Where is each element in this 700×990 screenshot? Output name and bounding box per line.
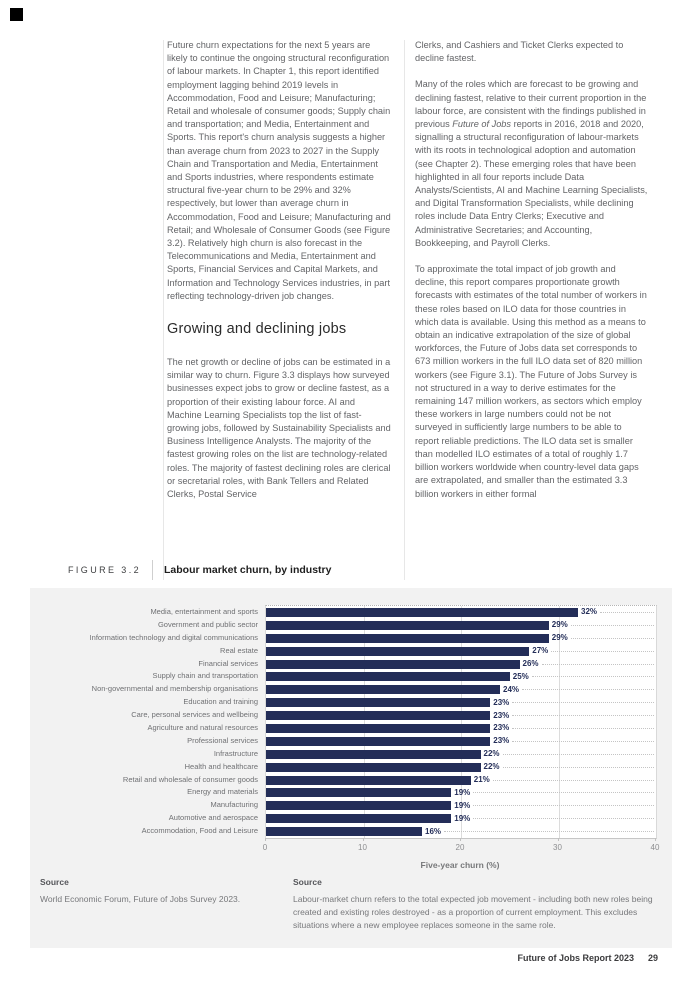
leader-line (473, 818, 654, 819)
chart-bar-row (266, 722, 656, 735)
bar (266, 672, 510, 681)
source-text: World Economic Forum, Future of Jobs Survey 2023. (40, 894, 241, 904)
paragraph: Clerks, and Cashiers and Ticket Clerks expected to decline fastest. (415, 40, 624, 64)
leader-line (512, 715, 654, 716)
bar-value-label: 27% (532, 646, 549, 656)
chart-bar-row (266, 748, 656, 761)
source-heading: Source (40, 877, 69, 887)
chart-category-label: Real estate (220, 645, 258, 655)
bar (266, 750, 481, 759)
leader-line (542, 664, 654, 665)
left-column (167, 39, 391, 501)
column-rule-left (163, 40, 164, 580)
leader-line (571, 625, 654, 626)
leader-line (571, 638, 654, 639)
chart-category-label: Manufacturing (210, 800, 258, 810)
right-column (415, 39, 648, 501)
figure-panel (30, 588, 672, 948)
x-tick-mark (460, 838, 461, 841)
bar-value-label: 23% (493, 710, 510, 720)
source-heading: Source (293, 877, 322, 887)
bar (266, 763, 481, 772)
chart-category-label: Retail and wholesale of consumer goods (122, 774, 258, 784)
bar-value-label: 23% (493, 723, 510, 733)
bar (266, 737, 490, 746)
chart-category-label: Automotive and aerospace (168, 813, 258, 823)
x-tick-label: 20 (455, 843, 465, 852)
page-corner-marker (10, 8, 23, 21)
chart-category-label: Information technology and digital communications (89, 632, 258, 642)
chart-bar-row (266, 709, 656, 722)
paragraph: Future churn expectations for the next 5 years are likely to continue the ongoing structural reconfiguration of labour markets. In Chapter 1, this report identified employment lagging behind 2019 levels in Accommodation, Food and Leisure; Manufacturing; Retail and wholesale of consumer goods; Supply chain and transportation; and Media, Entertainment and Sports. This report's churn analysis suggests a higher than average churn from 2023 to 2027 in the Supply Chain and Transportation and Media, Entertainment and Sports industries, where respondents estimate structural five-year churn to be 29% and 32% respectively, but lower than average churn in Accommodation, Food and Leisure; Manufacturing and Retail; and Wholesale of Consumer Goods (see Figure 3.2). Relatively high churn is also forecast in the Telecommunications and Media, Entertainment and Sports, Financial Services and Capital Markets, and Information and Technology Services industries, in part reflecting technology-driven job changes. (167, 40, 391, 301)
chart-category-label: Non-governmental and membership organisations (91, 684, 258, 694)
bar (266, 621, 549, 630)
bar (266, 647, 529, 656)
x-tick-mark (655, 838, 656, 841)
bar-value-label: 29% (551, 633, 568, 643)
chart-bar-row (266, 799, 656, 812)
chart-category-label: Media, entertainment and sports (150, 606, 258, 616)
bar-value-label: 22% (483, 762, 500, 772)
paragraph: To approximate the total impact of job growth and decline, this report compares proportionate growth forecasts with estimates of the total number of workers in these roles based on ILO data for those countries in which data is available. Using this method as a means to obtain an indicative extrapolation of the size of global workforces, the Future of Jobs data set corresponds to 673 million workers in the full ILO data set of 820 million workers (see Figure 3.1). The Future of Jobs Survey is not structured in a way to derive estimates for the remaining 147 million workers, as sectors which employ these workers in large numbers could not be not surveyed in sufficiently large numbers to be able to report reliable predictions. The ILO data set is smaller than modelled ILO estimates of a total of roughly 1.7 billion workers worldwide when country-level data gaps are extrapolated, and smaller than the estimated 3.3 billion workers in either formal (415, 264, 647, 499)
bar (266, 801, 451, 810)
paragraph: Many of the roles which are forecast to be growing and declining fastest, relative to their current proportion in the labour force, are consistent with the findings published in previous Future of Jobs reports in 2016, 2018 and 2020, signalling a structural reconfiguration of labour-markets with its roots in technological adoption and automation (see Chapter 2). These emerging roles that have been highlighted in all four reports include Data Analysts/Scientists, AI and Machine Learning Specialists, and Digital Transformation Specialists, while declining roles include Data Entry Clerks; Executive and Administrative Secretaries; and Accounting, Bookkeeping, and Payroll Clerks. (415, 79, 648, 248)
chart-category-label: Accommodation, Food and Leisure (141, 826, 258, 836)
source-text: Labour-market churn refers to the total expected job movement - including both new roles being created and existing roles destroyed - as a proportion of current employment. This excludes situations where a new employee replaces someone in the same role. (293, 894, 653, 930)
leader-line (512, 702, 654, 703)
leader-line (473, 805, 654, 806)
chart-bar-row (266, 761, 656, 774)
bar-value-label: 23% (493, 736, 510, 746)
x-tick-mark (265, 838, 266, 841)
page-footer (517, 953, 658, 963)
chart-category-labels (30, 605, 258, 837)
x-tick-label: 40 (650, 843, 660, 852)
bar-value-label: 19% (454, 813, 471, 823)
figure-header-divider (152, 560, 153, 580)
bar (266, 608, 578, 617)
figure-source-left (40, 877, 290, 906)
body-text-columns (167, 39, 648, 501)
bar (266, 724, 490, 733)
leader-line (503, 767, 654, 768)
chart-bar-row (266, 696, 656, 709)
x-tick-label: 0 (262, 843, 268, 852)
bar-value-label: 32% (581, 607, 598, 617)
chart-category-label: Government and public sector (157, 619, 258, 629)
chart-bar-row (266, 786, 656, 799)
bar-value-label: 23% (493, 697, 510, 707)
figure-title: Labour market churn, by industry (164, 564, 332, 576)
bar-value-label: 22% (483, 749, 500, 759)
x-tick-mark (363, 838, 364, 841)
x-tick-label: 10 (358, 843, 367, 852)
bar (266, 711, 490, 720)
chart-bar-row (266, 774, 656, 787)
leader-line (512, 741, 654, 742)
leader-line (503, 754, 654, 755)
chart-bar-row (266, 735, 656, 748)
chart-category-label: Professional services (187, 735, 258, 745)
bar-value-label: 25% (512, 671, 529, 681)
leader-line (493, 780, 654, 781)
chart-bar-row (266, 670, 656, 683)
chart-category-label: Education and training (183, 697, 258, 707)
figure-label: FIGURE 3.2 (68, 565, 142, 575)
bar-value-label: 16% (425, 826, 442, 836)
chart-bar-row (266, 683, 656, 696)
chart-category-label: Financial services (198, 658, 258, 668)
chart-rows (266, 606, 656, 838)
footer-page-number: 29 (647, 953, 658, 963)
chart-category-label: Care, personal services and wellbeing (131, 710, 258, 720)
leader-line (532, 676, 654, 677)
section-heading: Growing and declining jobs (167, 321, 347, 338)
bar-value-label: 24% (503, 684, 520, 694)
bar (266, 660, 520, 669)
chart-bar-row (266, 658, 656, 671)
x-tick-mark (558, 838, 559, 841)
footer-report-title: Future of Jobs Report 2023 (517, 953, 634, 963)
bar (266, 698, 490, 707)
bar-value-label: 21% (473, 775, 490, 785)
bar (266, 788, 451, 797)
leader-line (600, 612, 654, 613)
chart-bar-row (266, 632, 656, 645)
chart-bar-row (266, 619, 656, 632)
figure-source-right (293, 877, 663, 932)
chart-x-axis-ticks (262, 838, 660, 854)
bar-value-label: 19% (454, 787, 471, 797)
chart-category-label: Energy and materials (187, 787, 258, 797)
paragraph: The net growth or decline of jobs can be estimated in a similar way to churn. Figure 3.3 displays how surveyed businesses expect jobs to grow or decline fastest, as a proportion of their existing labour force. AI and Machine Learning Specialists top the list of fast-growing jobs, followed by Sustainability Specialists and Business Intelligence Analysts. The majority of the fastest growing roles on the list are technology-related roles. The majority of fastest declining roles are clerical or secretarial roles, with Bank Tellers and Related Clerks, Postal Service (167, 357, 391, 500)
bar (266, 827, 422, 836)
bar (266, 685, 500, 694)
chart-category-label: Infrastructure (213, 748, 258, 758)
bar (266, 776, 471, 785)
leader-line (522, 689, 654, 690)
leader-line (512, 728, 654, 729)
chart-x-axis-label: Five-year churn (%) (420, 860, 500, 870)
chart-category-label: Supply chain and transportation (152, 671, 258, 681)
bar-value-label: 26% (522, 659, 539, 668)
chart-plot-area (265, 605, 657, 839)
x-tick-label: 30 (553, 843, 562, 852)
figure-header (68, 560, 331, 580)
chart-bar-row (266, 645, 656, 658)
chart-category-label: Agriculture and natural resources (147, 722, 258, 732)
leader-line (444, 831, 654, 832)
chart-bar-row (266, 812, 656, 825)
bar (266, 814, 451, 823)
bar (266, 634, 549, 643)
chart-category-label: Health and healthcare (184, 761, 258, 771)
bar-value-label: 29% (551, 620, 568, 630)
chart-bar-row (266, 606, 656, 619)
leader-line (551, 651, 654, 652)
chart-bar-row (266, 825, 656, 838)
bar-value-label: 19% (454, 800, 471, 810)
leader-line (473, 792, 654, 793)
